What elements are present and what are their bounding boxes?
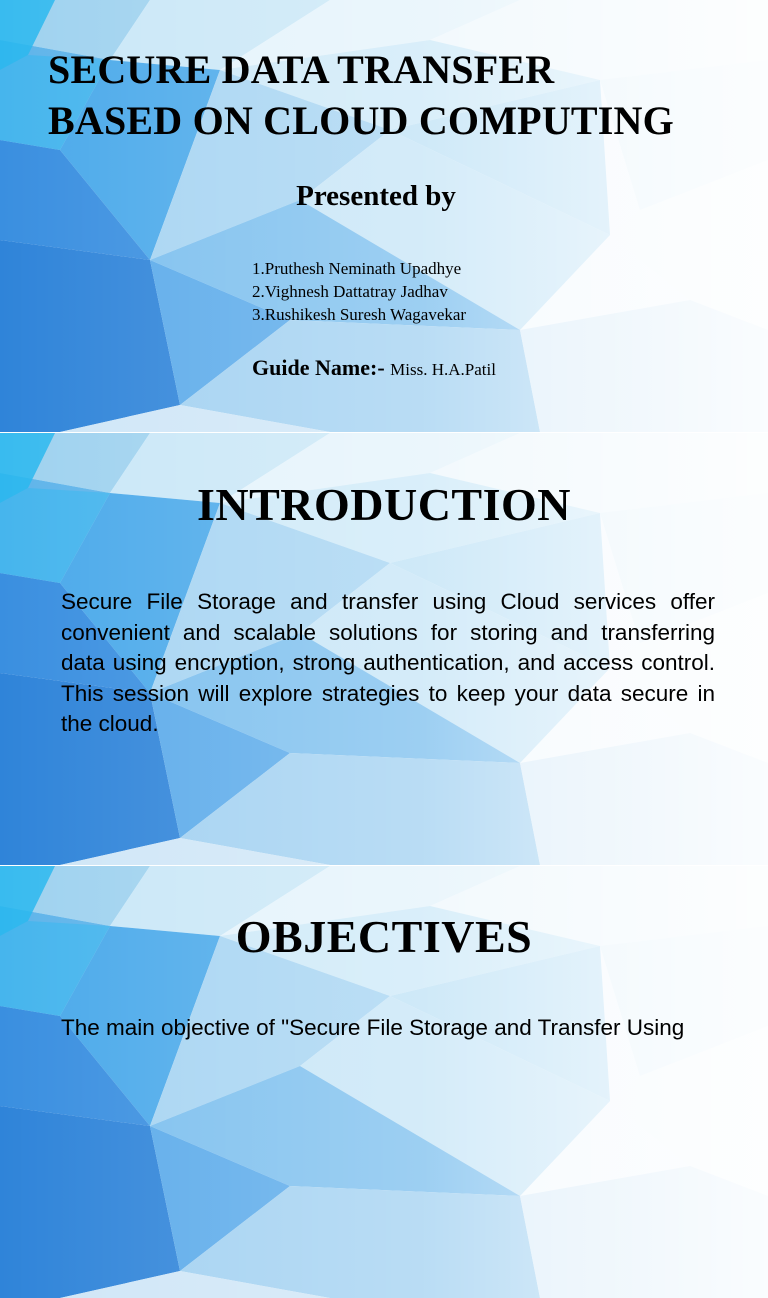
introduction-body: Secure File Storage and transfer using Cloud services offer convenient and scalable solutions for storing and transferring data using encryption, strong authentication, and access control. This session will explore strategies to keep your data secure in the cloud. — [61, 589, 715, 736]
presenter-item: 3.Rushikesh Suresh Wagavekar — [252, 305, 467, 324]
title-line-2: BASED ON CLOUD COMPUTING — [48, 98, 674, 143]
presented-by-heading: Presented by — [296, 180, 456, 212]
presenter-item: 1.Pruthesh Neminath Upadhye — [252, 259, 462, 278]
guide-line — [0, 355, 748, 381]
introduction-heading: INTRODUCTION — [196, 479, 572, 530]
objectives-heading: OBJECTIVES — [235, 911, 533, 962]
presenter-list — [252, 257, 466, 326]
guide-name: Miss. H.A.Patil — [390, 360, 496, 379]
slide-title — [0, 0, 768, 432]
presenter-item: 2.Vighnesh Dattatray Jadhav — [252, 282, 448, 301]
guide-separator: :- — [370, 355, 385, 380]
guide-label: Guide Name — [252, 355, 370, 380]
presentation-title — [48, 44, 748, 146]
slide-objectives — [0, 866, 768, 1040]
title-line-1: SECURE DATA TRANSFER — [48, 47, 555, 92]
slide-introduction — [0, 433, 768, 865]
objectives-body: The main objective of "Secure File Storage and Transfer Using — [61, 1015, 685, 1040]
